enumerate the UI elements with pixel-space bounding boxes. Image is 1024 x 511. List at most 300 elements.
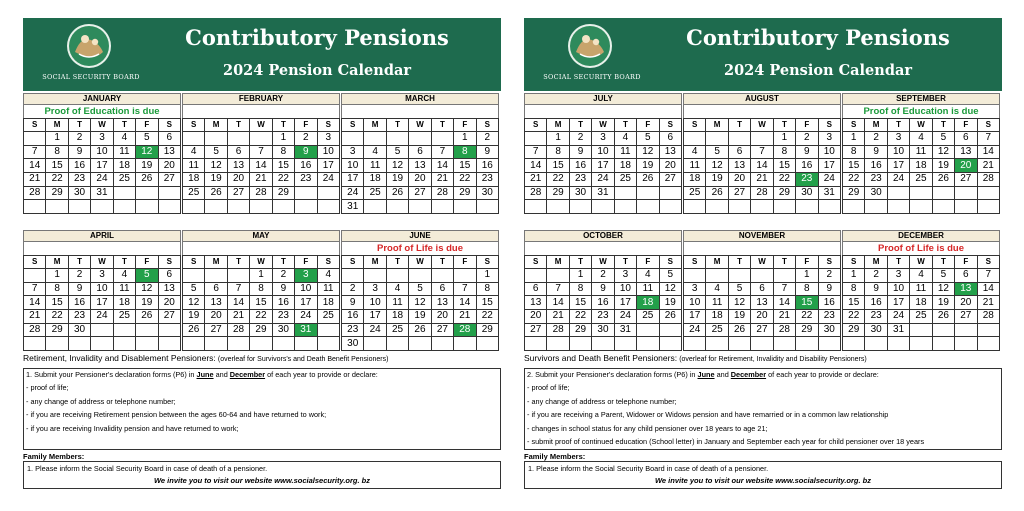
month-name: NOVEMBER [683,230,841,242]
day-cell: 19 [386,173,408,187]
day-cell: 1 [476,269,498,283]
day-cell: 6 [955,132,977,146]
day-cell: 15 [843,159,865,173]
day-cell: 13 [158,282,180,296]
day-cell: 26 [659,310,681,324]
day-cell: 4 [614,132,636,146]
weekday-header: W [751,119,773,132]
day-cell: 26 [136,173,158,187]
day-cell: 23 [68,173,90,187]
day-cell: 12 [728,296,750,310]
day-cell: 28 [24,323,46,337]
day-cell: 3 [887,132,909,146]
day-cell [91,337,113,351]
day-cell: 12 [637,145,659,159]
day-cell [409,200,431,214]
weekday-header: W [592,119,614,132]
day-cell [409,132,431,146]
day-cell: 20 [728,173,750,187]
day-cell: 30 [342,337,364,351]
day-cell: 24 [614,310,636,324]
day-cell: 14 [773,296,795,310]
day-cell [728,337,750,351]
day-cell [977,186,999,200]
day-cell: 6 [751,282,773,296]
day-cell: 13 [158,145,180,159]
day-cell: 15 [46,159,68,173]
day-cell: 7 [525,145,547,159]
day-cell: 23 [865,173,887,187]
day-cell: 6 [659,132,681,146]
day-cell: 17 [684,310,706,324]
day-cell: 9 [476,145,498,159]
day-cell: 24 [684,323,706,337]
payment-day-cell: 18 [637,296,659,310]
day-cell: 7 [773,282,795,296]
day-cell: 11 [910,282,932,296]
weekday-header: W [751,256,773,269]
month-name: MAY [182,230,340,242]
day-cell: 19 [205,173,227,187]
day-cell [24,337,46,351]
day-cell: 8 [843,282,865,296]
day-cell: 10 [887,145,909,159]
day-cell: 20 [955,296,977,310]
day-cell: 14 [24,159,46,173]
day-cell [818,337,840,351]
payment-day-cell: 9 [295,145,317,159]
payment-day-cell: 28 [454,323,476,337]
day-cell [158,337,180,351]
month-january [23,93,181,214]
weekday-header: T [113,119,135,132]
declaration-instruction [26,370,498,379]
day-cell: 16 [476,159,498,173]
day-cell: 28 [227,323,249,337]
day-cell [24,132,46,146]
day-cell: 15 [46,296,68,310]
day-cell: 29 [547,186,569,200]
day-cell [227,132,249,146]
weekday-header: F [454,256,476,269]
day-cell [431,132,453,146]
month-name: SEPTEMBER [842,93,1000,105]
day-cell [547,337,569,351]
day-cell [659,186,681,200]
day-cell: 25 [113,173,135,187]
weekday-header: T [773,256,795,269]
day-cell: 10 [317,145,339,159]
month-november [683,230,841,351]
day-cell [113,200,135,214]
day-cell: 8 [476,282,498,296]
day-cell: 27 [158,310,180,324]
day-cell: 18 [183,173,205,187]
day-cell: 28 [773,323,795,337]
day-cell: 16 [272,296,294,310]
day-cell [136,200,158,214]
day-cell: 10 [342,159,364,173]
month-october [524,230,682,351]
weekday-header: T [68,256,90,269]
weekday-header: S [525,119,547,132]
day-cell: 18 [614,159,636,173]
day-cell [454,200,476,214]
day-cell: 1 [454,132,476,146]
day-cell [751,337,773,351]
day-cell: 12 [409,296,431,310]
weekday-header: M [364,256,386,269]
day-cell: 16 [569,159,591,173]
day-cell [637,337,659,351]
day-cell: 6 [158,269,180,283]
day-cell [24,269,46,283]
day-cell: 27 [409,186,431,200]
day-cell: 25 [183,186,205,200]
day-cell: 19 [659,296,681,310]
day-cell: 29 [454,186,476,200]
weekday-header: M [46,256,68,269]
day-cell: 28 [431,186,453,200]
day-cell: 21 [547,310,569,324]
month-day-grid [182,255,340,351]
day-cell: 19 [932,159,954,173]
weekday-header: S [158,256,180,269]
day-cell [158,186,180,200]
ssb-logo [538,22,646,88]
day-cell: 27 [955,173,977,187]
day-cell [409,269,431,283]
day-cell [614,200,636,214]
day-cell: 15 [569,296,591,310]
day-cell: 12 [183,296,205,310]
day-cell [205,337,227,351]
day-cell [637,200,659,214]
day-cell: 1 [773,132,795,146]
day-cell: 2 [865,132,887,146]
day-cell: 14 [431,159,453,173]
day-cell: 1 [843,132,865,146]
day-cell: 10 [364,296,386,310]
day-cell: 14 [751,159,773,173]
day-cell [205,269,227,283]
weekday-header: S [659,119,681,132]
month-note: Proof of Life is due [341,242,499,255]
day-cell: 26 [728,323,750,337]
day-cell [386,200,408,214]
weekday-header: W [91,119,113,132]
day-cell: 8 [250,282,272,296]
day-cell [910,337,932,351]
day-cell: 22 [773,173,795,187]
day-cell [932,323,954,337]
declaration-item: - changes in school status for any child pensioner over 18 years to age 21; [527,423,768,433]
day-cell: 16 [796,159,818,173]
weekday-header: T [569,119,591,132]
day-cell: 29 [250,323,272,337]
month-note [524,242,682,255]
day-cell [887,186,909,200]
day-cell: 21 [977,159,999,173]
declaration-text-part: 2. Submit your Pensioner's declaration forms (P6) in [527,370,698,379]
weekday-header: M [865,119,887,132]
weekday-header: T [773,119,795,132]
day-cell: 3 [91,269,113,283]
day-cell: 16 [295,159,317,173]
declaration-text-part: June [697,370,715,379]
day-cell: 14 [977,145,999,159]
day-cell: 30 [865,186,887,200]
day-cell [250,337,272,351]
day-cell [272,200,294,214]
day-cell: 22 [46,173,68,187]
day-cell: 26 [136,310,158,324]
day-cell [955,337,977,351]
day-cell: 9 [865,282,887,296]
weekday-header: F [295,256,317,269]
day-cell: 27 [525,323,547,337]
day-cell: 5 [205,145,227,159]
month-day-grid [842,255,1000,351]
day-cell: 27 [728,186,750,200]
day-cell: 15 [773,159,795,173]
day-cell: 3 [818,132,840,146]
day-cell: 9 [342,296,364,310]
family-members-heading: Family Members: [524,452,586,461]
day-cell: 27 [205,323,227,337]
payment-day-cell: 12 [136,145,158,159]
day-cell: 15 [454,159,476,173]
day-cell: 25 [706,323,728,337]
day-cell [227,337,249,351]
weekday-header: S [977,256,999,269]
day-cell: 12 [659,282,681,296]
declaration-item: - if you are receiving Invalidity pension and have returned to work; [26,423,239,433]
day-cell: 23 [272,310,294,324]
weekday-header: S [843,119,865,132]
day-cell [295,200,317,214]
logo-text: SOCIAL SECURITY BOARD [42,73,140,81]
month-day-grid [182,118,340,214]
declaration-item: - if you are receiving Retirement pension between the ages 60-64 and have returned to work; [26,410,327,419]
day-cell: 4 [113,132,135,146]
day-cell: 15 [476,296,498,310]
day-cell: 16 [818,296,840,310]
day-cell: 26 [409,323,431,337]
day-cell: 29 [46,323,68,337]
pension-calendar-panel-second-half [524,18,1002,490]
day-cell: 20 [431,310,453,324]
day-cell: 5 [728,282,750,296]
day-cell: 4 [706,282,728,296]
weekday-header: M [205,119,227,132]
weekday-header: T [887,119,909,132]
day-cell [91,200,113,214]
month-note: Proof of Life is due [842,242,1000,255]
day-cell: 7 [977,132,999,146]
day-cell [684,269,706,283]
weekday-header: S [183,256,205,269]
day-cell [659,337,681,351]
day-cell: 4 [113,269,135,283]
day-cell [569,200,591,214]
day-cell: 6 [728,145,750,159]
day-cell: 8 [272,145,294,159]
day-cell: 30 [476,186,498,200]
day-cell: 21 [525,173,547,187]
day-cell: 7 [431,145,453,159]
day-cell: 18 [364,173,386,187]
weekday-header: T [614,119,636,132]
day-cell: 23 [865,310,887,324]
weekday-header: W [910,256,932,269]
day-cell [706,269,728,283]
day-cell: 9 [68,145,90,159]
day-cell: 4 [317,269,339,283]
day-cell: 24 [818,173,840,187]
day-cell: 18 [910,159,932,173]
day-cell: 26 [637,173,659,187]
month-note [182,105,340,118]
day-cell [955,323,977,337]
day-cell: 12 [932,145,954,159]
day-cell: 29 [843,323,865,337]
weekday-header: F [955,119,977,132]
day-cell: 14 [977,282,999,296]
day-cell: 5 [932,269,954,283]
month-day-grid [524,255,682,351]
day-cell [977,337,999,351]
calendar-header [524,18,1002,91]
day-cell: 28 [24,186,46,200]
day-cell: 10 [818,145,840,159]
day-cell: 20 [409,173,431,187]
day-cell: 6 [158,132,180,146]
weekday-header: S [818,256,840,269]
day-cell: 30 [796,186,818,200]
day-cell [843,200,865,214]
day-cell [46,337,68,351]
day-cell: 24 [592,173,614,187]
website-invitation: We invite you to visit our website www.socialsecurity.org. bz [654,476,872,485]
month-august [683,93,841,214]
day-cell: 12 [205,159,227,173]
day-cell [205,200,227,214]
weekday-header: T [569,256,591,269]
day-cell: 7 [751,145,773,159]
day-cell [342,132,364,146]
day-cell [843,337,865,351]
day-cell: 11 [183,159,205,173]
day-cell: 4 [910,269,932,283]
day-cell: 18 [317,296,339,310]
day-cell [205,132,227,146]
weekday-header: T [386,119,408,132]
month-name: MARCH [341,93,499,105]
weekday-header: S [342,119,364,132]
day-cell [910,200,932,214]
day-cell [158,323,180,337]
day-cell: 26 [205,186,227,200]
day-cell: 6 [525,282,547,296]
day-cell: 20 [751,310,773,324]
day-cell [659,200,681,214]
day-cell [409,337,431,351]
day-cell: 10 [91,145,113,159]
day-cell: 19 [409,310,431,324]
declaration-text-part: December [730,370,767,379]
day-cell: 23 [569,173,591,187]
day-cell: 29 [46,186,68,200]
declaration-item: - submit proof of continued education (School letter) in January and September each year for child pensioner over 18 years [527,437,925,446]
day-cell: 19 [136,159,158,173]
weekday-header: S [24,256,46,269]
weekday-header: S [183,119,205,132]
payment-day-cell: 8 [454,145,476,159]
month-note [683,242,841,255]
day-cell [569,337,591,351]
day-cell [637,186,659,200]
notes-heading-aside: (overleaf for Retirement, Invalidity and Disability Pensioners) [679,356,867,363]
weekday-header: S [24,119,46,132]
day-cell: 5 [659,269,681,283]
weekday-header: T [113,256,135,269]
weekday-header: T [227,119,249,132]
day-cell [684,200,706,214]
day-cell: 2 [272,269,294,283]
day-cell: 24 [364,323,386,337]
month-day-grid [23,118,181,214]
weekday-header: F [295,119,317,132]
day-cell: 7 [24,145,46,159]
day-cell: 20 [227,173,249,187]
day-cell: 15 [250,296,272,310]
month-day-grid [683,255,841,351]
day-cell: 25 [684,186,706,200]
day-cell: 30 [592,323,614,337]
day-cell: 19 [728,310,750,324]
day-cell: 18 [910,296,932,310]
day-cell: 5 [386,145,408,159]
day-cell: 5 [409,282,431,296]
day-cell [386,132,408,146]
day-cell [547,200,569,214]
declaration-text-part: of each year to provide or declare: [766,370,879,379]
day-cell [751,200,773,214]
day-cell: 1 [250,269,272,283]
day-cell [773,200,795,214]
declaration-text-part: 1. Submit your Pensioner's declaration forms (P6) in [26,370,197,379]
payment-day-cell: 15 [796,296,818,310]
month-march [341,93,499,214]
day-cell [818,200,840,214]
day-cell: 2 [865,269,887,283]
day-cell: 17 [317,159,339,173]
day-cell: 9 [818,282,840,296]
day-cell: 30 [865,323,887,337]
day-cell [364,132,386,146]
day-cell: 7 [977,269,999,283]
day-cell: 22 [272,173,294,187]
weekday-header: T [431,256,453,269]
day-cell: 14 [250,159,272,173]
day-cell: 13 [728,159,750,173]
month-name: DECEMBER [842,230,1000,242]
day-cell: 26 [932,173,954,187]
day-cell: 13 [525,296,547,310]
declaration-item: - any change of address or telephone number; [527,396,677,406]
day-cell [637,323,659,337]
